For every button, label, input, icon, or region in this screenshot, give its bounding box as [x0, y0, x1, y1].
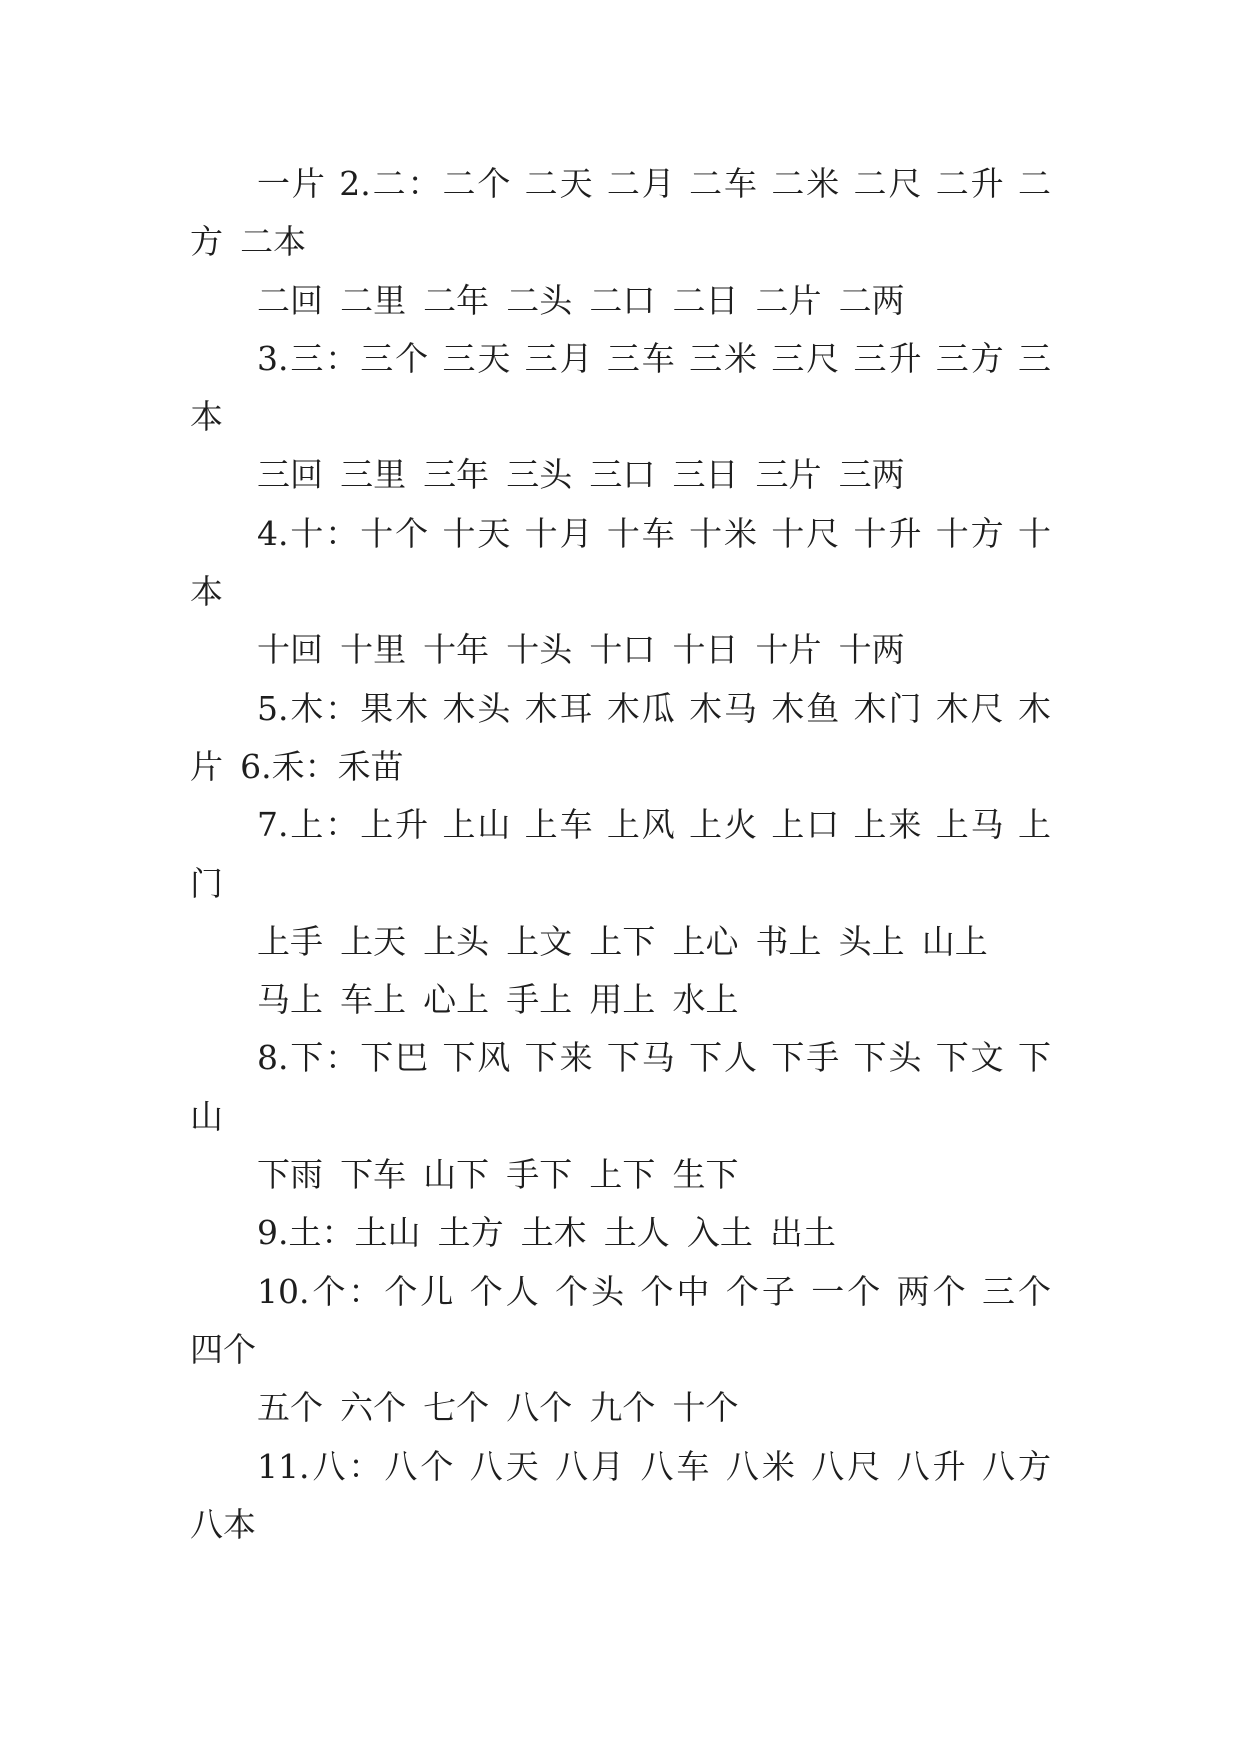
text-line: 9.土：土山 土方 土木 土人 入土 出土	[257, 1213, 836, 1253]
paragraph	[190, 971, 1051, 1029]
text-line: 方 二本	[190, 222, 307, 262]
text-line: 本	[190, 397, 223, 437]
text-line: 四个	[190, 1329, 256, 1369]
paragraph	[190, 446, 1051, 504]
text-line: 11.八：八个 八天 八月 八车 八米 八尺 八升 八方	[257, 1446, 1051, 1486]
paragraph	[190, 621, 1051, 679]
paragraph	[190, 330, 1051, 447]
paragraph	[190, 1379, 1051, 1437]
text-line: 下雨 下车 山下 手下 上下 生下	[257, 1155, 739, 1195]
text-line: 八本	[190, 1504, 256, 1544]
text-line: 5.木：果木 木头 木耳 木瓜 木马 木鱼 木门 木尺 木	[257, 688, 1051, 728]
text-line: 三回 三里 三年 三头 三口 三日 三片 三两	[257, 455, 905, 495]
text-line: 十回 十里 十年 十头 十口 十日 十片 十两	[257, 630, 905, 670]
paragraph	[190, 272, 1051, 330]
text-line: 上手 上天 上头 上文 上下 上心 书上 头上 山上	[257, 921, 988, 961]
text-line: 一片 2.二：二个 二天 二月 二车 二米 二尺 二升 二	[257, 164, 1051, 203]
text-line: 4.十：十个 十天 十月 十车 十米 十尺 十升 十方 十	[257, 513, 1051, 553]
text-line: 片 6.禾：禾苗	[190, 746, 404, 786]
paragraph	[190, 796, 1051, 913]
paragraph	[190, 155, 1051, 272]
paragraph	[190, 1204, 1051, 1262]
paragraph	[190, 1146, 1051, 1204]
paragraph	[190, 680, 1051, 797]
text-line: 马上 车上 心上 手上 用上 水上	[257, 980, 739, 1020]
document-body	[190, 155, 1051, 1554]
text-line: 本	[190, 572, 223, 612]
paragraph	[190, 1263, 1051, 1380]
paragraph	[190, 1438, 1051, 1555]
text-line: 3.三：三个 三天 三月 三车 三米 三尺 三升 三方 三	[257, 338, 1051, 378]
text-line: 山	[190, 1096, 223, 1136]
text-line: 二回 二里 二年 二头 二口 二日 二片 二两	[257, 280, 905, 320]
paragraph	[190, 1029, 1051, 1146]
paragraph	[190, 913, 1051, 971]
text-line: 7.上：上升 上山 上车 上风 上火 上口 上来 上马 上	[257, 805, 1051, 845]
text-line: 10.个：个儿 个人 个头 个中 个子 一个 两个 三个	[257, 1271, 1051, 1311]
text-line: 五个 六个 七个 八个 九个 十个	[257, 1388, 739, 1428]
text-line: 8.下：下巴 下风 下来 下马 下人 下手 下头 下文 下	[257, 1038, 1051, 1078]
paragraph	[190, 505, 1051, 622]
text-line: 门	[190, 863, 223, 903]
